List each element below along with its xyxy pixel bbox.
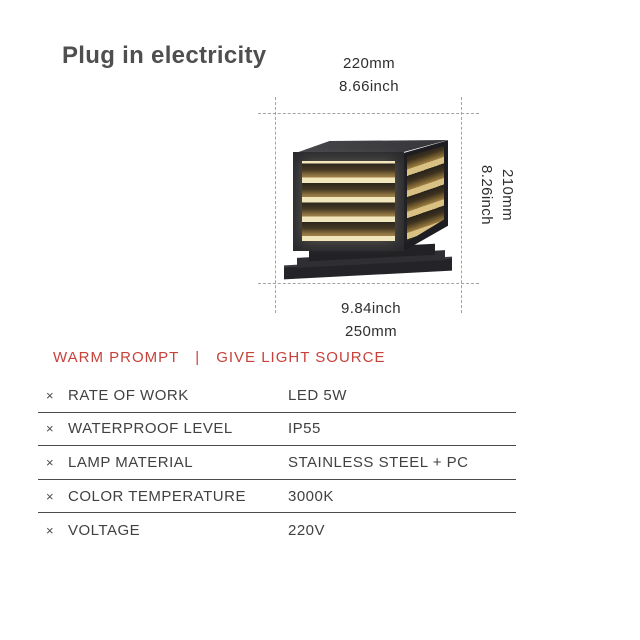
spec-row-voltage — [38, 513, 516, 547]
row-marker: × — [46, 454, 55, 470]
row-marker: × — [46, 421, 55, 437]
dimension-bottom-mm: 250mm — [344, 323, 398, 340]
spec-label: WATERPROOF LEVEL — [68, 420, 233, 438]
spec-value: LED 5W — [288, 386, 347, 404]
dimension-right — [474, 135, 518, 255]
light-source-label: GIVE LIGHT SOURCE — [216, 349, 386, 366]
spec-value: IP55 — [288, 420, 321, 438]
spec-table — [38, 379, 516, 547]
spec-row-color-temperature — [38, 480, 516, 514]
spec-value: 3000K — [288, 487, 334, 505]
dimension-line-top — [258, 113, 479, 114]
spec-row-waterproof-level — [38, 413, 516, 447]
dimension-right-inch: 8.26inch — [478, 165, 495, 225]
dimension-top-mm: 220mm — [342, 55, 396, 72]
spec-label: VOLTAGE — [68, 521, 141, 539]
prompt-separator: | — [195, 349, 201, 366]
dimension-top — [309, 52, 429, 98]
row-marker: × — [46, 522, 55, 538]
dimension-top-inch: 8.66inch — [339, 78, 399, 95]
spec-row-rate-of-work — [38, 379, 516, 413]
spec-value: STAINLESS STEEL + PC — [288, 453, 469, 471]
dimension-line-right — [461, 97, 462, 313]
spec-label: LAMP MATERIAL — [68, 453, 194, 471]
row-marker: × — [46, 387, 55, 403]
page-title: Plug in electricity — [62, 42, 267, 69]
lamp-front-louvers — [302, 161, 395, 241]
dimension-line-bottom — [258, 283, 479, 284]
spec-label: COLOR TEMPERATURE — [68, 487, 246, 505]
dimension-bottom — [311, 297, 431, 343]
dimension-right-mm: 210mm — [499, 168, 516, 222]
spec-label: RATE OF WORK — [68, 386, 189, 404]
warm-prompt-line — [53, 349, 385, 366]
spec-value: 220V — [288, 521, 326, 539]
dimension-bottom-inch: 9.84inch — [341, 300, 401, 317]
warm-prompt-label: WARM PROMPT — [53, 349, 180, 366]
spec-row-lamp-material — [38, 446, 516, 480]
dimension-line-left — [275, 97, 276, 313]
row-marker: × — [46, 488, 55, 504]
